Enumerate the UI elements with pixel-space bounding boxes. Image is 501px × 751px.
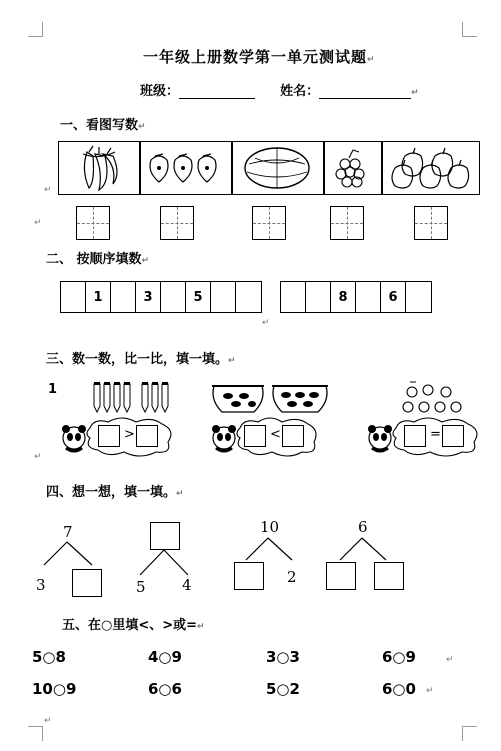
bond-top-number: 10: [260, 518, 280, 536]
greater-than-symbol: >: [124, 427, 135, 442]
return-mark: ↵: [446, 655, 454, 665]
bond-left-number: 3: [36, 576, 46, 594]
answer-box[interactable]: [326, 562, 356, 590]
return-mark: ↵: [44, 185, 52, 195]
section5-heading-text: 五、在○里填<、>或=: [62, 618, 198, 633]
answer-box[interactable]: [234, 562, 264, 590]
comparison-item[interactable]: 6○6: [148, 680, 182, 698]
comparison-item[interactable]: 3○3: [266, 648, 300, 666]
comparison-item[interactable]: 5○2: [266, 680, 300, 698]
equals-symbol: =: [430, 427, 441, 442]
return-mark: ↵: [141, 256, 150, 266]
class-label: 班级：: [140, 84, 180, 99]
bond-right-number: 2: [287, 568, 297, 586]
sequence-cell: 1: [86, 282, 111, 312]
return-mark: ↵: [262, 318, 270, 328]
return-mark: ↵: [197, 622, 205, 632]
bond-left-number: 5: [136, 578, 146, 596]
return-mark: ↵: [176, 489, 184, 499]
sequence-cell: 8: [331, 282, 356, 312]
page-title-text: 一年级上册数学第一单元测试题: [143, 48, 368, 66]
sequence-cell: 5: [186, 282, 211, 312]
section1-heading-text: 一、看图写数: [60, 118, 139, 133]
return-mark: ↵: [228, 356, 236, 366]
item-number: 1: [48, 382, 58, 397]
return-mark: ↵: [426, 686, 434, 696]
less-than-symbol: <: [270, 427, 281, 442]
bond-top-number: 7: [63, 523, 73, 541]
comparison-item[interactable]: 10○9: [32, 680, 77, 698]
bond-top-number: 6: [358, 518, 368, 536]
return-mark: ↵: [34, 452, 42, 462]
sequence-cell: 6: [381, 282, 406, 312]
return-mark: ↵: [367, 55, 376, 65]
section2-heading-text: 二、 按顺序填数: [46, 252, 142, 267]
section3-heading-text: 三、数一数，比一比，填一填。: [46, 352, 229, 367]
return-mark: ↵: [138, 122, 146, 132]
comparison-item[interactable]: 6○0: [382, 680, 416, 698]
return-mark: ↵: [34, 218, 42, 228]
section5-heading: [62, 614, 205, 633]
return-mark: ↵: [44, 716, 52, 726]
bond-right-number: 4: [182, 576, 192, 594]
comparison-item[interactable]: 5○8: [32, 648, 66, 666]
answer-box[interactable]: [72, 569, 102, 597]
return-mark: ↵: [411, 88, 419, 98]
answer-box[interactable]: [150, 522, 180, 550]
comparison-item[interactable]: 4○9: [148, 648, 182, 666]
comparison-item[interactable]: 6○9: [382, 648, 416, 666]
answer-box[interactable]: [374, 562, 404, 590]
name-label: 姓名：: [280, 84, 320, 99]
sequence-cell: 3: [136, 282, 161, 312]
section4-heading-text: 四、想一想，填一填。: [46, 485, 177, 500]
